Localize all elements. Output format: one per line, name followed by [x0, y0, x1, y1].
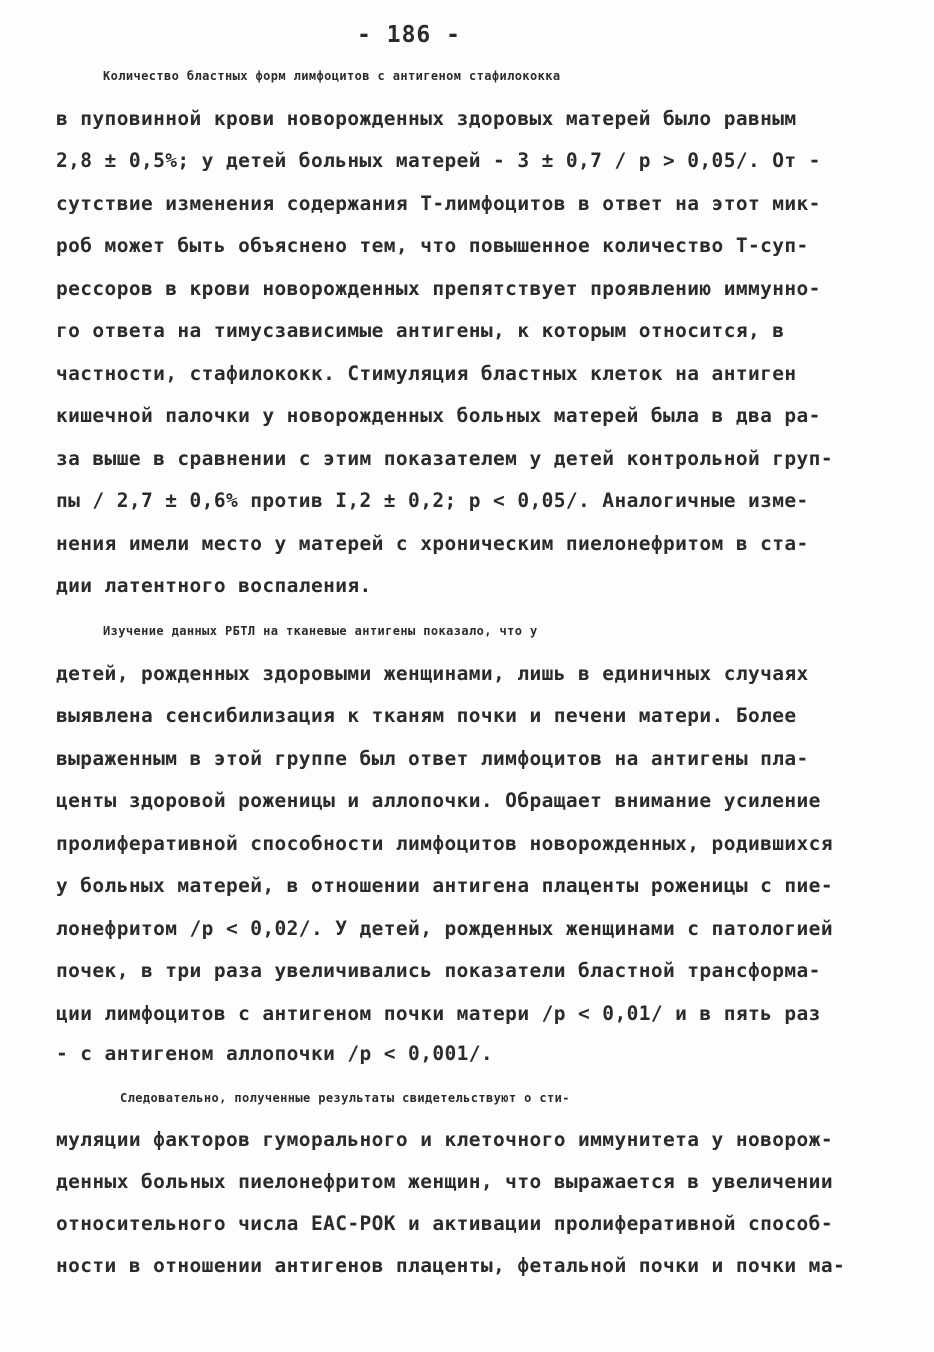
text-line: ции лимфоцитов с антигеном почки матери /p < 0,01/ и в пять раз [56, 1002, 821, 1025]
text-line: муляции факторов гуморального и клеточного иммунитета у новорож- [56, 1128, 833, 1151]
page-number: - 186 - [357, 22, 461, 48]
text-line: денных больных пиелонефритом женщин, что выражается в увеличении [56, 1170, 833, 1193]
text-line: выявлена сенсибилизация к тканям почки и печени матери. Более [56, 704, 797, 727]
text-line: почек, в три раза увеличивались показатели бластной трансформа- [56, 959, 821, 982]
text-line: центы здоровой роженицы и аллопочки. Обращает внимание усиление [56, 789, 821, 812]
text-line: Количество бластных форм лимфоцитов с антигеном стафилококка [103, 69, 561, 83]
text-line: сутствие изменения содержания Т-лимфоцитов в ответ на этот мик- [56, 192, 821, 215]
text-line: пролиферативной способности лимфоцитов новорожденных, родившихся [56, 832, 833, 855]
text-line: нения имели место у матерей с хроническим пиелонефритом в ста- [56, 532, 809, 555]
text-line: выраженным в этой группе был ответ лимфоцитов на антигены пла- [56, 747, 809, 770]
text-line: лонефритом /p < 0,02/. У детей, рожденных женщинами с патологией [56, 917, 833, 940]
text-line: пы / 2,7 ± 0,6% против I,2 ± 0,2; p < 0,05/. Аналогичные изме- [56, 489, 809, 512]
text-line: ности в отношении антигенов плаценты, фетальной почки и почки ма- [56, 1254, 846, 1277]
text-line: у больных матерей, в отношении антигена плаценты роженицы с пие- [56, 874, 833, 897]
text-line: рессоров в крови новорожденных препятствует проявлению иммунно- [56, 277, 821, 300]
text-line: детей, рожденных здоровыми женщинами, лишь в единичных случаях [56, 662, 809, 685]
text-line: Следовательно, полученные результаты свидетельствуют о сти- [120, 1091, 570, 1105]
text-line: Изучение данных РБТЛ на тканевые антигены показало, что у [103, 624, 538, 638]
text-line: относительного числа ЕАС-РОК и активации пролиферативной способ- [56, 1212, 833, 1235]
text-line: в пуповинной крови новорожденных здоровых матерей было равным [56, 107, 797, 130]
text-line: роб может быть объяснено тем, что повышенное количество Т-суп- [56, 234, 809, 257]
text-line: - с антигеном аллопочки /p < 0,001/. [56, 1042, 494, 1065]
text-line: за выше в сравнении с этим показателем у детей контрольной груп- [56, 447, 833, 470]
text-line: дии латентного воспаления. [56, 574, 372, 597]
text-line: частности, стафилококк. Стимуляция бластных клеток на антиген [56, 362, 797, 385]
text-line: 2,8 ± 0,5%; у детей больных матерей - 3 ± 0,7 / p > 0,05/. От - [56, 149, 821, 172]
text-line: кишечной палочки у новорожденных больных матерей была в два ра- [56, 404, 821, 427]
text-line: го ответа на тимусзависимые антигены, к которым относится, в [56, 319, 785, 342]
